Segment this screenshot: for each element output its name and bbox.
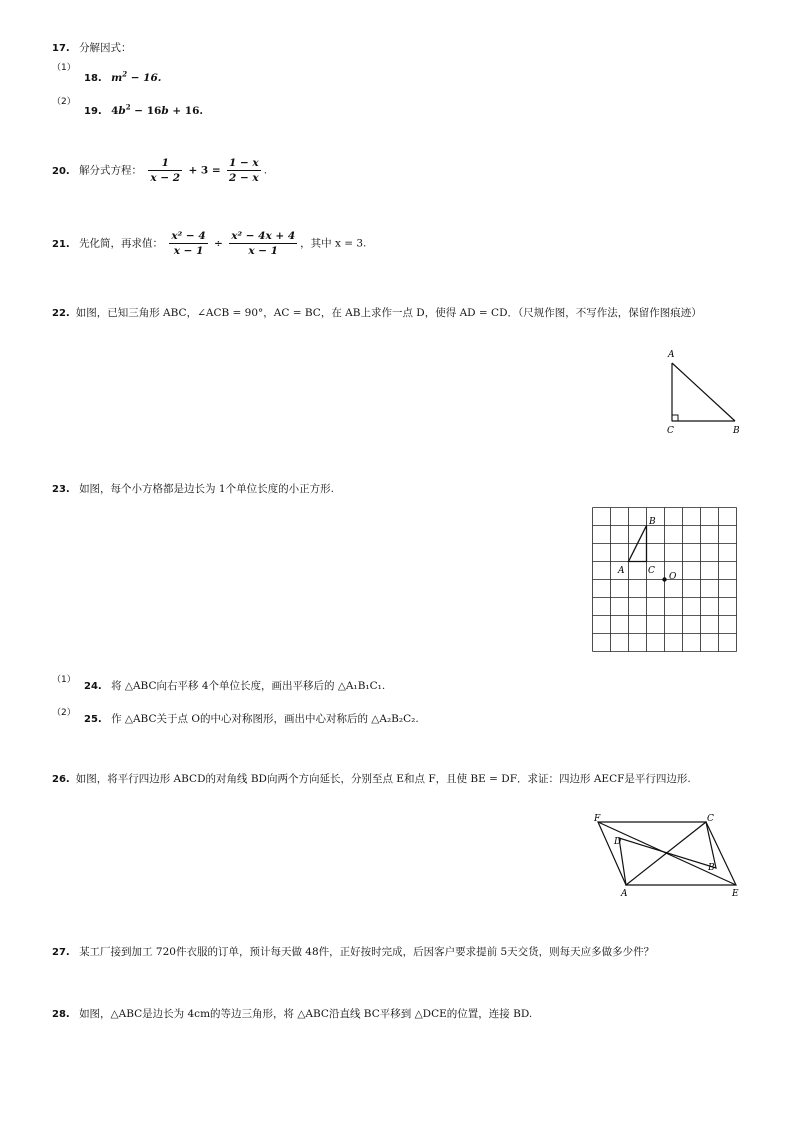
figure-parallelogram bbox=[590, 812, 750, 902]
numerator: x² − 4x + 4 bbox=[231, 230, 296, 242]
question-number: 22. bbox=[52, 308, 70, 319]
question-19 bbox=[84, 99, 203, 120]
question-text: 如图，已知三角形 ABC，∠ACB = 90°，AC = BC，在 AB上求作一点 D，使得 AD = CD．（尺规作图，不写作法，保留作图痕迹） bbox=[75, 307, 702, 319]
denominator: 2 − x bbox=[229, 172, 259, 184]
question-18 bbox=[84, 66, 161, 87]
question-number: 23. bbox=[52, 484, 70, 495]
question-number: 20. bbox=[52, 165, 70, 177]
sub-part-mark: （1） bbox=[52, 675, 76, 685]
label-o: O bbox=[669, 572, 677, 582]
figure-right-triangle bbox=[660, 345, 750, 440]
label-b: B bbox=[733, 426, 740, 436]
question-tail: ，其中 x = 3. bbox=[300, 237, 367, 250]
question-number: 21. bbox=[52, 238, 70, 250]
question-tail: . bbox=[263, 164, 268, 177]
question-text: 如图，每个小方格都是边长为 1个单位长度的小正方形. bbox=[79, 483, 334, 495]
right-angle-mark bbox=[672, 415, 678, 421]
denominator: x − 1 bbox=[248, 245, 278, 257]
denominator: x − 2 bbox=[150, 172, 181, 184]
math-operator: ÷ bbox=[214, 237, 223, 250]
question-27 bbox=[52, 944, 654, 961]
question-text: 分解因式： bbox=[79, 42, 132, 54]
sub-part-mark: （2） bbox=[52, 97, 76, 107]
label-a: A bbox=[618, 566, 625, 576]
point-o bbox=[662, 577, 666, 581]
denominator: x − 1 bbox=[173, 245, 204, 257]
label-a: A bbox=[621, 889, 628, 899]
sub-part-mark: （2） bbox=[52, 708, 76, 718]
sub-part-mark: （1） bbox=[52, 63, 76, 73]
question-number: 25. bbox=[84, 714, 102, 725]
question-number: 24. bbox=[84, 681, 102, 692]
question-22 bbox=[52, 304, 742, 323]
question-number: 28. bbox=[52, 1009, 70, 1020]
question-number: 19. bbox=[84, 105, 102, 117]
question-text: 将 △ABC向右平移 4个单位长度，画出平移后的 △A₁B₁C₁. bbox=[111, 680, 386, 692]
side-ab bbox=[672, 363, 735, 421]
question-number: 18. bbox=[84, 72, 102, 84]
fraction bbox=[227, 156, 261, 185]
label-b: B bbox=[708, 863, 715, 873]
math-operator: + 3 = bbox=[188, 164, 221, 177]
numerator: x² − 4 bbox=[171, 230, 206, 242]
math-expression: $m^2 - 16$. bbox=[111, 69, 162, 84]
diagonal-fe bbox=[598, 822, 736, 885]
question-23 bbox=[52, 481, 334, 498]
label-a: A bbox=[668, 350, 675, 360]
question-20 bbox=[52, 156, 267, 185]
math-expression: $4b^2 - 16b + 16$. bbox=[111, 102, 204, 117]
numerator: 1 bbox=[148, 156, 182, 171]
question-17 bbox=[52, 40, 132, 57]
question-text: 如图，将平行四边形 ABCD的对角线 BD向两个方向延长，分别至点 E和点 F，且使 BE = DF．求证：四边形 AECF是平行四边形. bbox=[75, 773, 691, 785]
figure-grid bbox=[590, 505, 745, 657]
question-25 bbox=[84, 711, 419, 728]
label-f: F bbox=[594, 814, 601, 824]
question-28 bbox=[52, 1006, 532, 1023]
question-lead: 解分式方程： bbox=[79, 164, 143, 177]
question-number: 17. bbox=[52, 43, 70, 54]
question-text: 某工厂接到加工 720件衣服的订单，预计每天做 48件，正好按时完成，后因客户要求提前 5天交货，则每天应多做多少件？ bbox=[79, 946, 655, 958]
label-b: B bbox=[649, 517, 656, 527]
question-26 bbox=[52, 770, 742, 789]
label-c: C bbox=[707, 814, 714, 824]
label-c: C bbox=[648, 566, 655, 576]
label-c: C bbox=[667, 426, 674, 436]
label-e: E bbox=[732, 889, 739, 899]
question-21 bbox=[52, 229, 366, 258]
fraction bbox=[229, 229, 297, 258]
label-d: D bbox=[614, 837, 622, 847]
question-lead: 先化简，再求值： bbox=[79, 237, 164, 250]
question-number: 27. bbox=[52, 947, 70, 958]
question-text: 作 △ABC关于点 O的中心对称图形，画出中心对称后的 △A₂B₂C₂. bbox=[111, 713, 419, 725]
numerator: 1 − x bbox=[229, 157, 259, 169]
question-text: 如图，△ABC是边长为 4cm的等边三角形，将 △ABC沿直线 BC平移到 △DCE的位置，连接 BD. bbox=[79, 1008, 533, 1020]
question-24 bbox=[84, 678, 385, 695]
fraction bbox=[148, 156, 182, 185]
fraction bbox=[169, 229, 207, 258]
question-number: 26. bbox=[52, 774, 70, 785]
